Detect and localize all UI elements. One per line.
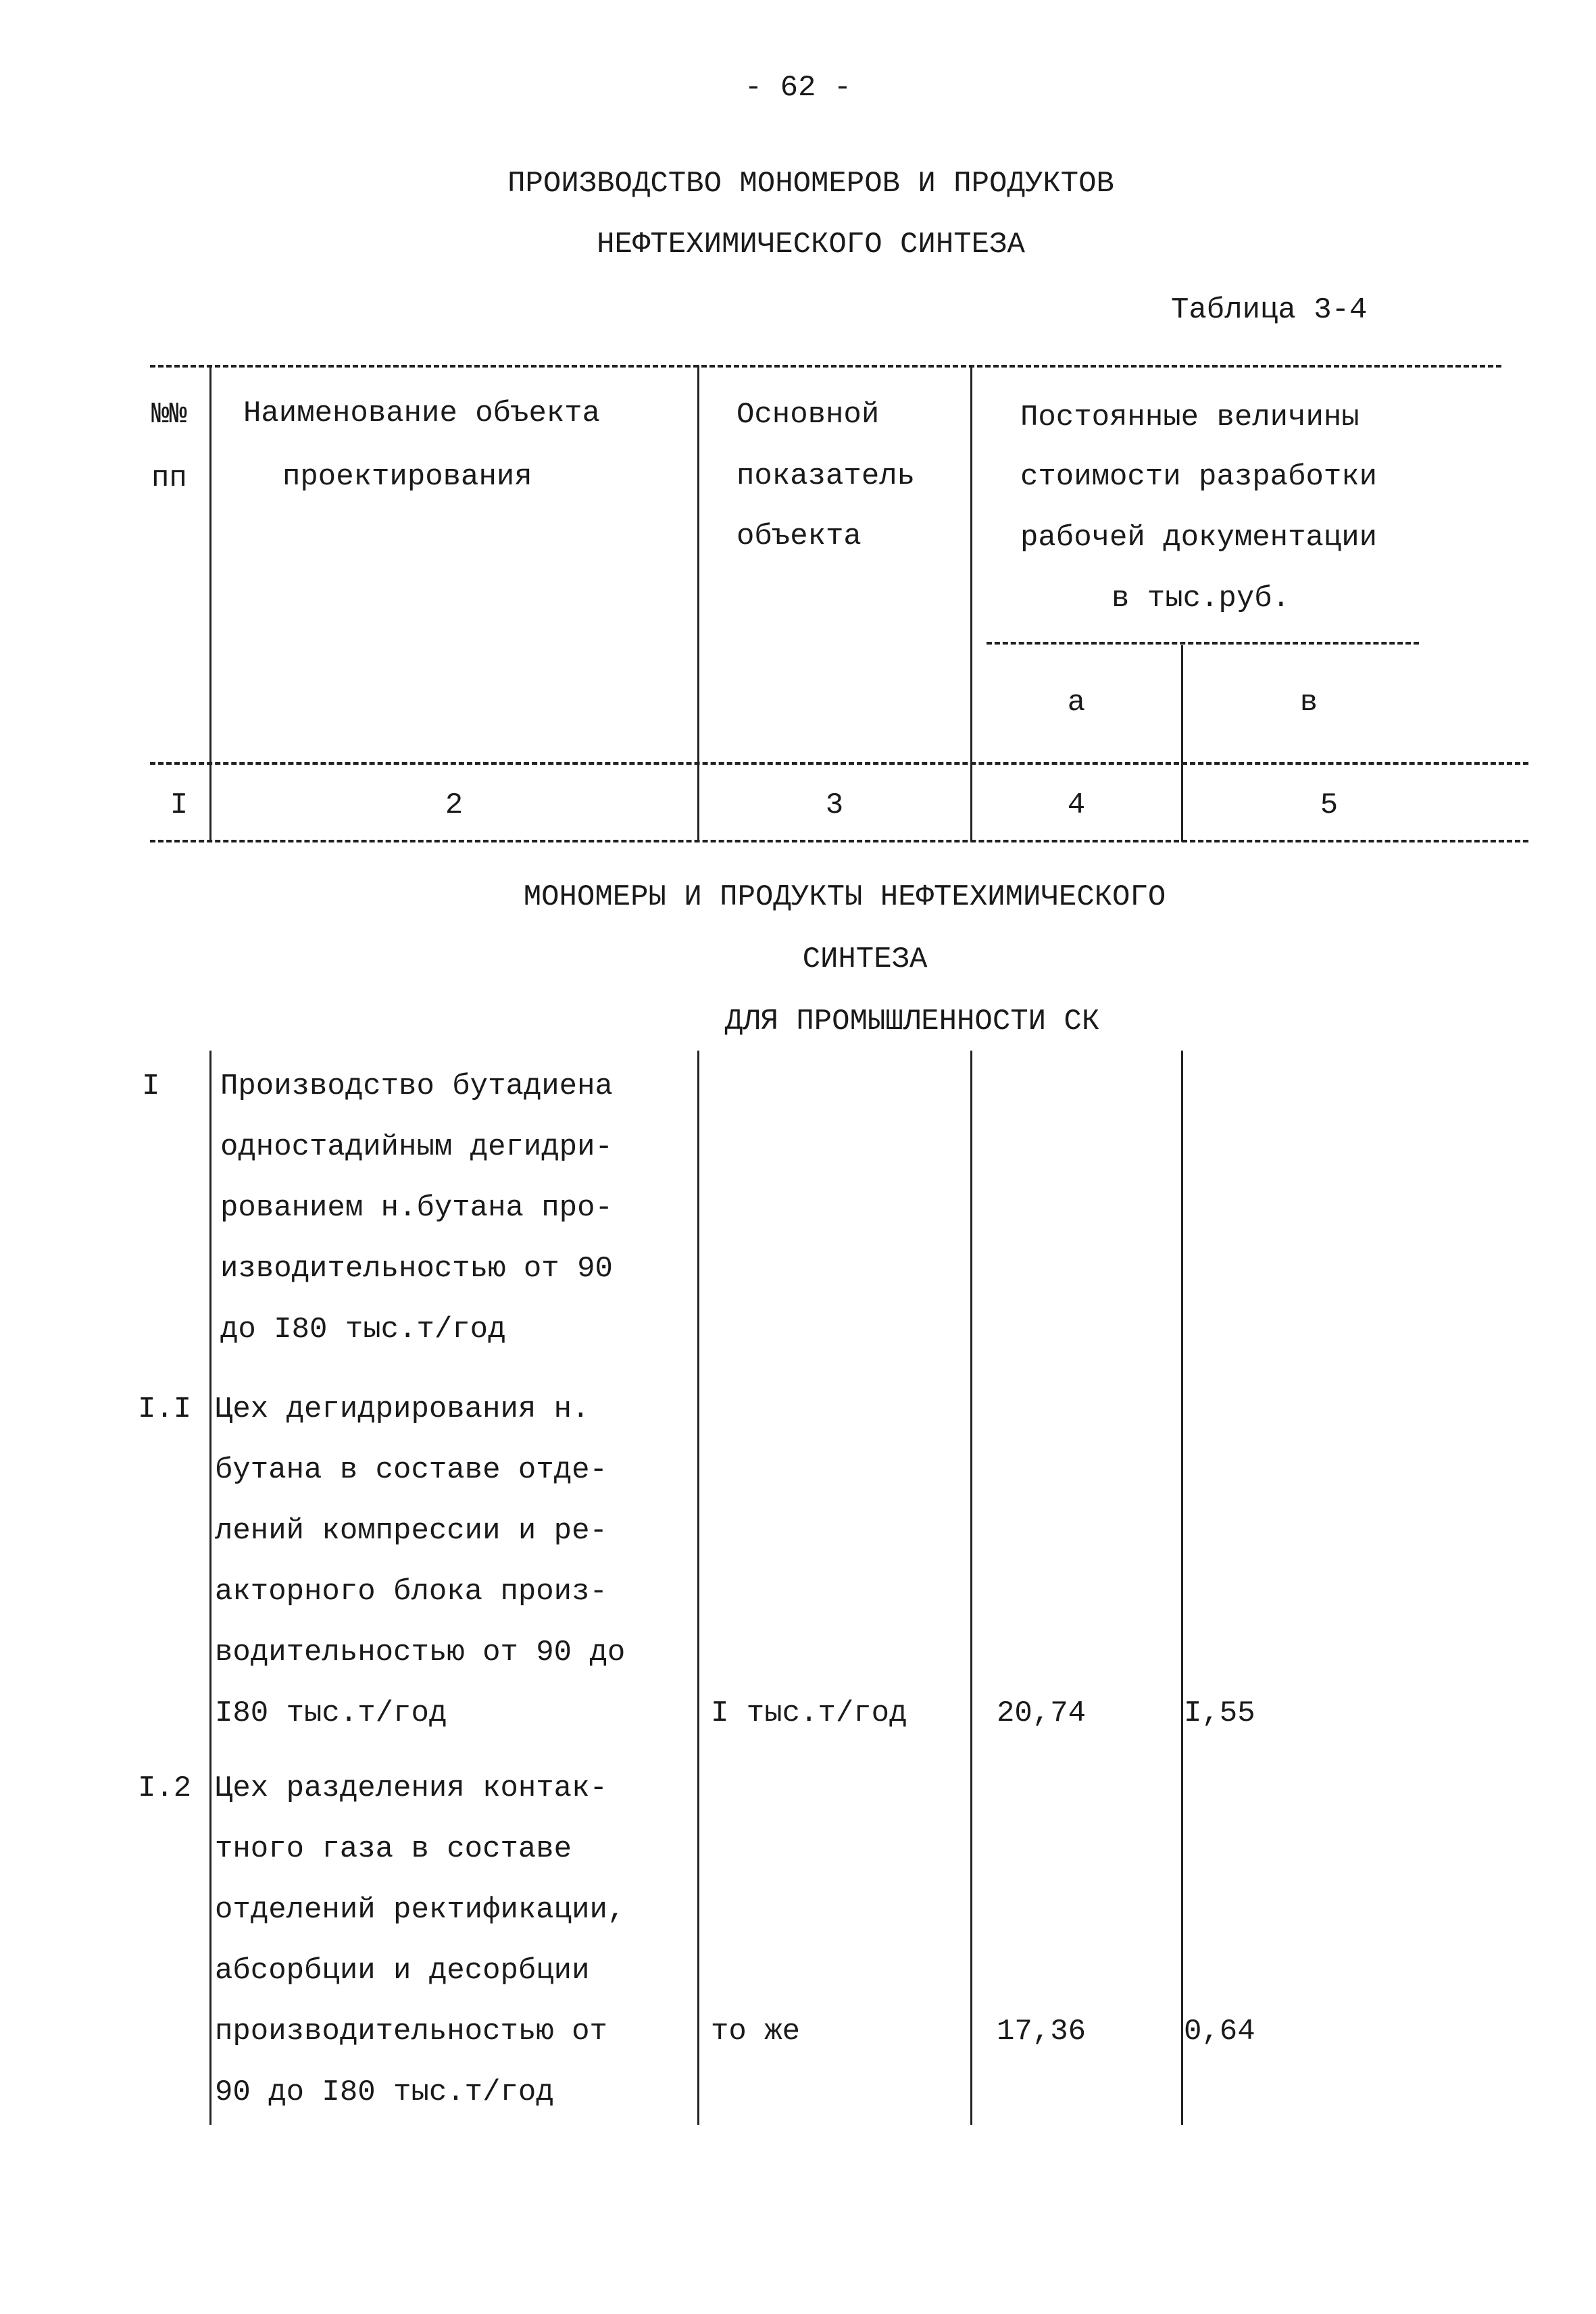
row-1-name-line3: рованием н.бутана про- (220, 1191, 613, 1225)
row-2-number: I.I (138, 1392, 192, 1426)
column-number-3: 3 (825, 788, 844, 822)
table-label: Таблица 3-4 (1171, 293, 1368, 327)
row-1-name-line2: одностадийным дегидри- (220, 1130, 613, 1164)
header-number-row-bottom-rule (150, 840, 1528, 842)
document-title-line2: НЕФТЕХИМИЧЕСКОГО СИНТЕЗА (597, 228, 1025, 261)
row-3-indicator: то же (711, 2015, 801, 2048)
header-col2-line1: Наименование объекта (243, 397, 601, 430)
body-col-separator-3 (970, 1051, 972, 2125)
row-3-name-line2: тного газа в составе (215, 1832, 572, 1866)
column-number-4: 4 (1067, 788, 1086, 822)
row-2-name-line1: Цех дегидрирования н. (215, 1392, 590, 1426)
column-number-1: I (170, 788, 189, 822)
section-heading-line1: МОНОМЕРЫ И ПРОДУКТЫ НЕФТЕХИМИЧЕСКОГО (523, 880, 1166, 914)
header-number-row-top-rule (150, 762, 1528, 765)
header-col45-line2: стоимости разработки (1020, 460, 1378, 494)
row-3-value-a: 17,36 (997, 2015, 1087, 2048)
row-3-name-line1: Цех разделения контак- (215, 1771, 607, 1805)
row-3-name-line3: отделений ректификации, (215, 1893, 626, 1927)
row-2-name-line2: бутана в составе отде- (215, 1453, 607, 1487)
row-3-name-line4: абсорбции и десорбции (215, 1954, 590, 1988)
header-col-separator-1 (209, 365, 211, 842)
header-col-separator-2 (697, 365, 699, 842)
row-3-number: I.2 (138, 1771, 192, 1805)
header-col2-line2: проектирования (282, 460, 532, 494)
header-col3-line3: объекта (737, 520, 862, 553)
header-col3-line1: Основной (737, 398, 880, 432)
header-col1-line2: пп (151, 461, 187, 495)
row-2-name-line4: акторного блока произ- (215, 1575, 607, 1609)
header-top-rule (150, 365, 1501, 368)
row-3-name-line6: 90 до I80 тыс.т/год (215, 2076, 554, 2109)
row-2-name-line3: лений компрессии и ре- (215, 1514, 607, 1548)
column-number-5: 5 (1320, 788, 1339, 822)
header-col3-line2: показатель (737, 459, 916, 493)
row-1-name-line4: изводительностью от 90 (220, 1252, 613, 1286)
body-col-separator-4 (1181, 1051, 1183, 2125)
header-col45-line4: в тыс.руб. (1112, 582, 1291, 615)
header-col1-line1: №№ (151, 398, 187, 432)
header-col-separator-4 (1181, 645, 1183, 842)
header-col-separator-3 (970, 365, 972, 842)
row-2-value-a: 20,74 (997, 1696, 1087, 1730)
row-2-value-b: I,55 (1184, 1696, 1255, 1730)
row-1-name-line5: до I80 тыс.т/год (220, 1313, 506, 1347)
row-1-number: I (142, 1070, 160, 1103)
section-heading-line3: ДЛЯ ПРОМЫШЛЕННОСТИ СК (724, 1005, 1100, 1038)
body-col-separator-1 (209, 1051, 211, 2125)
row-2-indicator: I тыс.т/год (711, 1696, 907, 1730)
header-subcolumn-b: в (1299, 686, 1318, 720)
body-col-separator-2 (697, 1051, 699, 2125)
row-2-name-line5: водительностью от 90 до (215, 1636, 626, 1669)
row-3-name-line5: производительностью от (215, 2015, 607, 2048)
row-2-name-line6: I80 тыс.т/год (215, 1696, 447, 1730)
header-subcolumn-a: а (1067, 686, 1086, 720)
header-col45-line3: рабочей документации (1020, 521, 1378, 555)
document-title-line1: ПРОИЗВОДСТВО МОНОМЕРОВ И ПРОДУКТОВ (507, 167, 1114, 201)
page-number: - 62 - (744, 71, 852, 105)
row-3-value-b: 0,64 (1184, 2015, 1255, 2048)
header-subcolumn-rule (987, 642, 1419, 645)
row-1-name-line1: Производство бутадиена (220, 1070, 613, 1103)
column-number-2: 2 (445, 788, 464, 822)
header-col45-line1: Постоянные величины (1020, 401, 1360, 434)
section-heading-line2: СИНТЕЗА (802, 942, 928, 976)
